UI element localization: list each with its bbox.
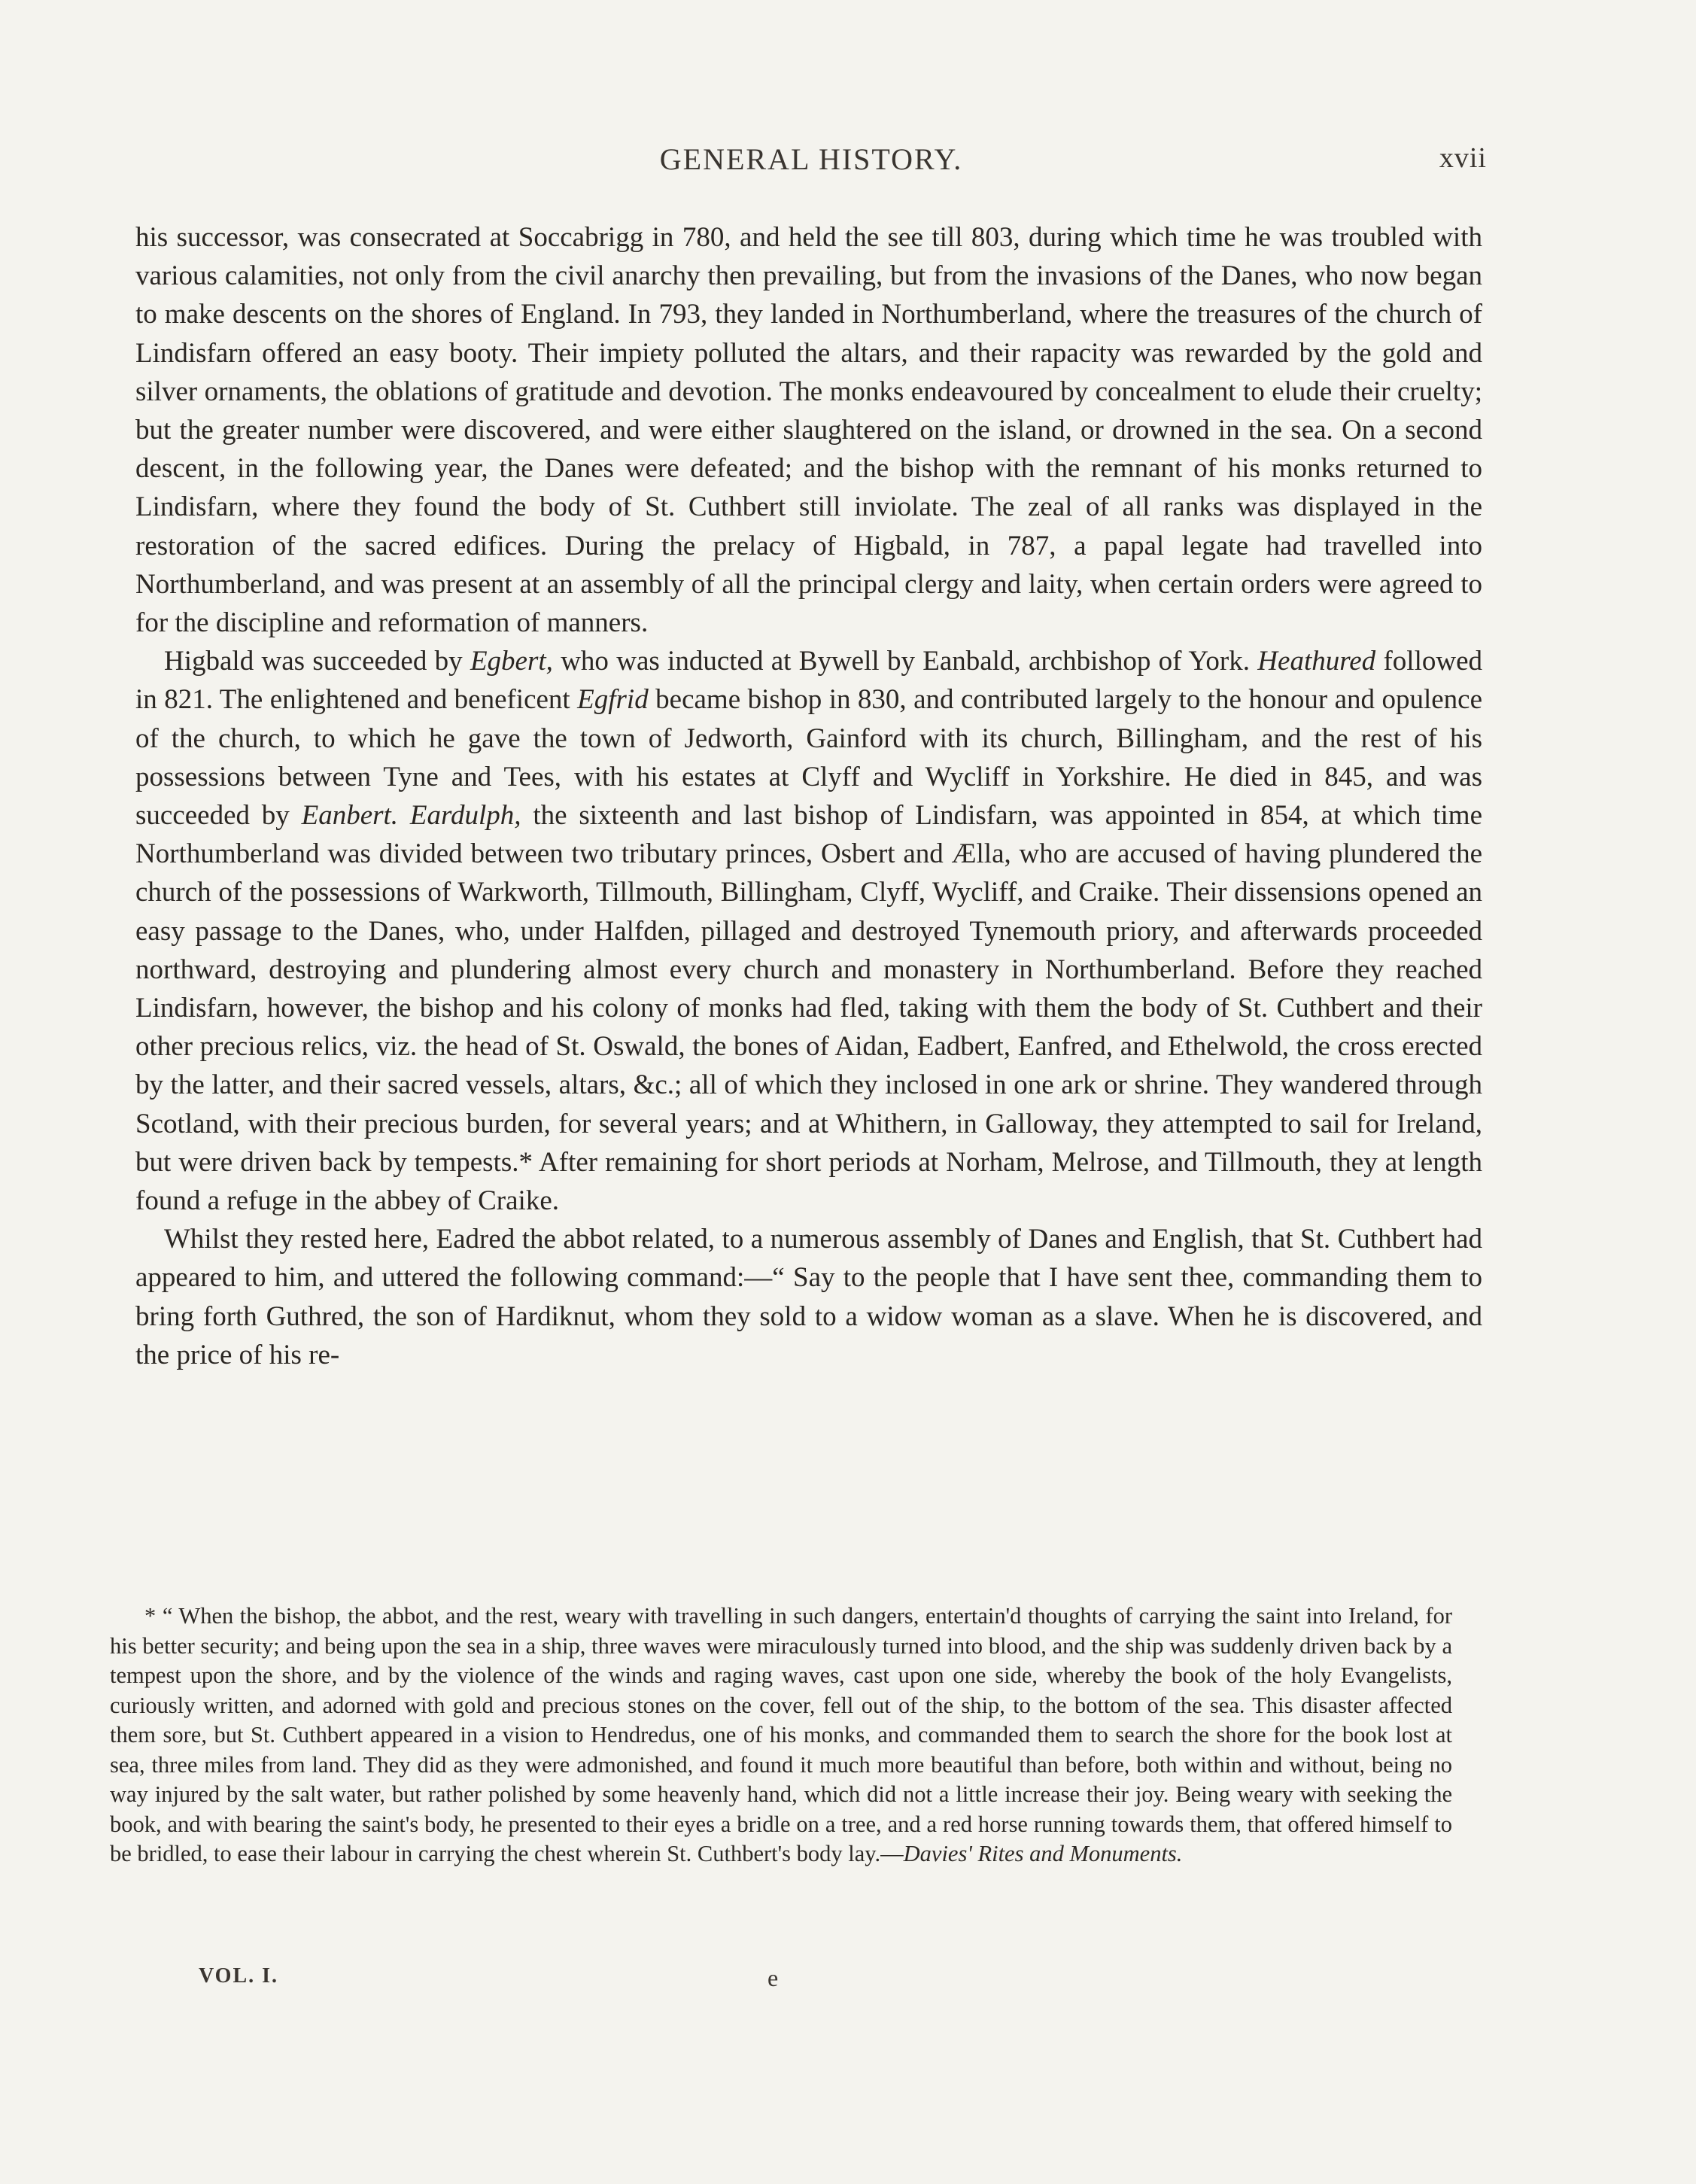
bishop-name: Heathured — [1257, 646, 1376, 677]
page-footer — [199, 1964, 876, 2002]
bishop-name: Eanbert. — [301, 800, 399, 832]
signature-mark: e — [767, 1964, 779, 1991]
footnote — [110, 1601, 1452, 1869]
main-text — [135, 218, 1482, 1374]
text-run — [398, 800, 410, 831]
running-title: GENERAL HISTORY. — [659, 142, 963, 176]
text-run: Whilst they rested here, Eadred the abbot related, to a numerous assembly of Danes and English, that St. Cuthbert had appeared to him, and uttered the following command:—“ Say to the people that I have sent thee, commanding them to bring forth Guthred, the son of Hardiknut, whom they sold to a widow woman as a slave. When he is discovered, and the price of his re- — [135, 1224, 1482, 1370]
page-number: xvii — [1439, 142, 1487, 174]
page-header — [135, 141, 1487, 187]
footnote-citation: Davies' Rites and Monuments. — [903, 1841, 1183, 1866]
footnote-text: * “ When the bishop, the abbot, and the rest, weary with travelling in such dangers, entertain'd thoughts of carrying the saint into Ireland, for his better security; and being upon the sea in a ship, three waves were miraculously turned into blood, and the ship was suddenly driven back by a tempest upon the shore, and by the violence of the winds and raging waves, cast upon one side, whereby the book of the holy Evangelists, curiously written, and adorned with gold and precious stones on the cover, fell out of the ship, to the bottom of the sea. This disaster affected them sore, but St. Cuthbert appeared in a vision to Hendredus, one of his monks, and commanded them to search the shore for the book lost at sea, three miles from land. They did as they were admonished, and found it much more beautiful than before, both within and without, being no way injured by the salt water, but rather polished by some heavenly hand, which did not a little increase their joy. Being weary with seeking the book, and with bearing the saint's body, he presented to their eyes a bridle on a tree, and a red horse running towards them, that offered himself to be bridled, to ease their labour in carrying the chest wherein St. Cuthbert's body lay.— — [110, 1603, 1452, 1866]
text-run: became bishop in 830, and contributed largely to the honour and opulence of the church, to which he gave the town of Jedworth, Gainford with its church, Billingham, and the rest of his possessions between Tyne and Tees, with his estates at Clyff and Wycliff in Yorkshire. He died in 845, and was succeeded by — [135, 684, 1482, 832]
bishop-name: Eardulph, — [409, 800, 521, 832]
paragraph — [135, 642, 1482, 1220]
bishop-name: Egbert, — [470, 646, 553, 677]
paragraph — [135, 1220, 1482, 1374]
text-run: who was inducted at Bywell by Eanbald, archbishop of York. — [552, 646, 1258, 677]
text-run: followed in 821. The enlightened and beneficent — [135, 646, 1482, 716]
volume-label: VOL. I. — [199, 1964, 279, 1988]
text-run: the sixteenth and last bishop of Lindisfarn, was appointed in 854, at which time Northumberland was divided between two tributary princes, Osbert and Ælla, who are accused of having plundered the church of the possessions of Warkworth, Tillmouth, Billingham, Clyff, Wycliff, and Craike. Their dissensions opened an easy passage to the Danes, who, under Halfden, pillaged and destroyed Tynemouth priory, and afterwards proceeded northward, destroying and plundering almost every church and monastery in Northumberland. Before they reached Lindisfarn, however, the bishop and his colony of monks had fled, taking with them the body of St. Cuthbert and their other precious relics, viz. the head of St. Oswald, the bones of Aidan, Eadbert, Eanfred, and Ethelwold, the cross erected by the latter, and their sacred vessels, altars, &c.; all of which they inclosed in one ark or shrine. They wandered through Scotland, with their precious burden, for several years; and at Whithern, in Galloway, they attempted to sail for Ireland, but were driven back by tempests.* After remaining for short periods at Norham, Melrose, and Tillmouth, they at length found a refuge in the abbey of Craike. — [135, 800, 1482, 1217]
paragraph — [135, 218, 1482, 642]
bishop-name: Egfrid — [577, 684, 649, 716]
text-run: Higbald was succeeded by — [164, 646, 470, 677]
text-run: his successor, was consecrated at Soccabrigg in 780, and held the see till 803, during which time he was troubled with various calamities, not only from the civil anarchy then prevailing, but from the invasions of the Danes, who now began to make descents on the shores of England. In 793, they landed in Northumberland, where the treasures of the church of Lindisfarn offered an easy booty. Their impiety polluted the altars, and their rapacity was rewarded by the gold and silver ornaments, the oblations of gratitude and devotion. The monks endeavoured by concealment to elude their cruelty; but the greater number were discovered, and were either slaughtered on the island, or drowned in the sea. On a second descent, in the following year, the Danes were defeated; and the bishop with the remnant of his monks returned to Lindisfarn, where they found the body of St. Cuthbert still inviolate. The zeal of all ranks was displayed in the restoration of the sacred edifices. During the prelacy of Higbald, in 787, a papal legate had travelled into Northumberland, and was present at an assembly of all the principal clergy and laity, when certain orders were agreed to for the discipline and reformation of manners. — [135, 222, 1482, 639]
